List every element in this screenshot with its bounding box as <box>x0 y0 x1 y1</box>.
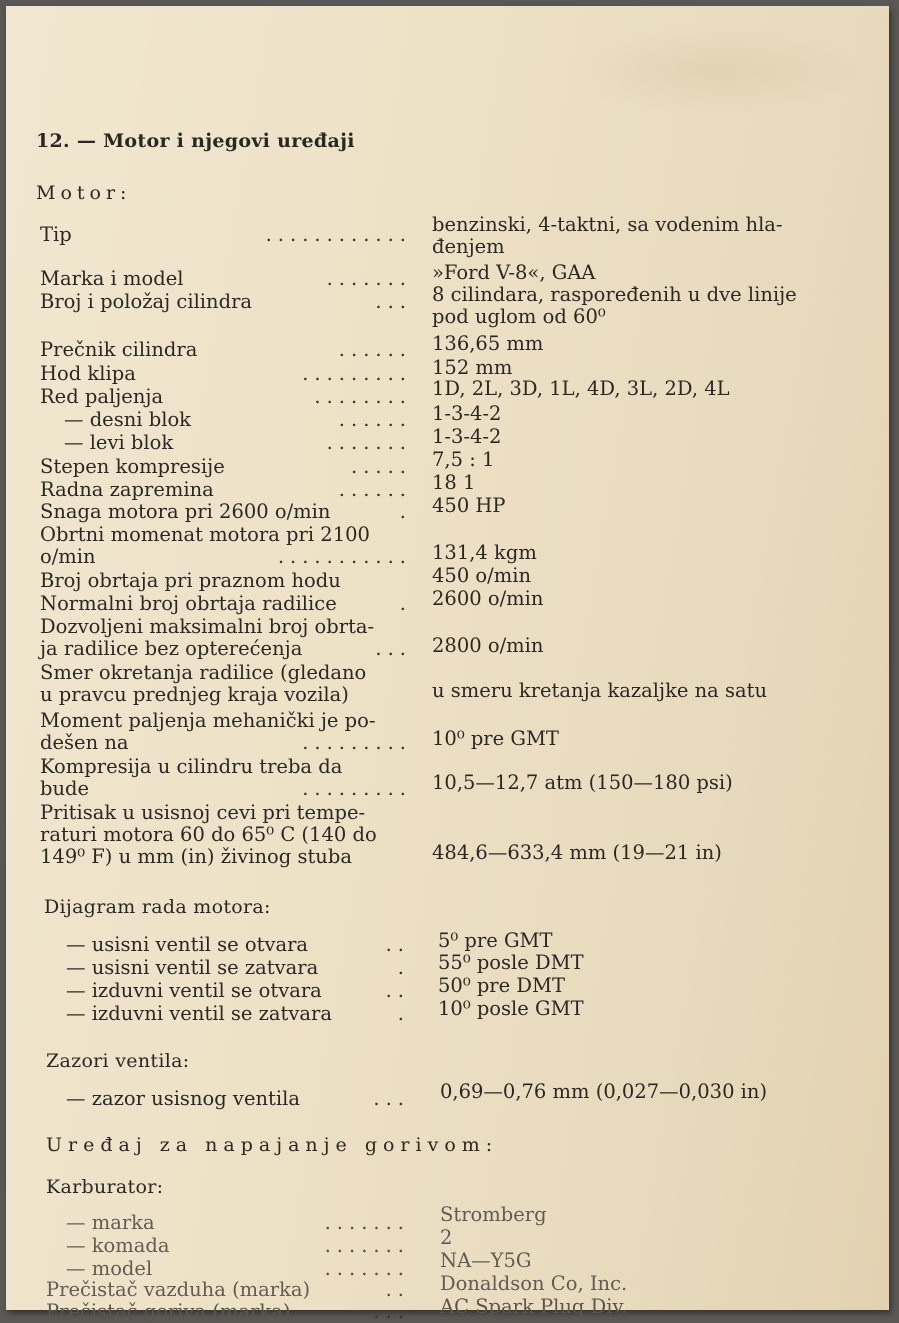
spec-value: 7,5 : 1 <box>432 448 495 471</box>
dot-leader: .. <box>385 933 410 956</box>
dot-leader: ... <box>373 1087 410 1110</box>
chapter-heading: 12. — Motor i njegovi uređaji <box>36 130 355 152</box>
spec-value: Donaldson Co, Inc. <box>440 1272 628 1295</box>
spec-label: Prečnik cilindra <box>40 338 198 361</box>
dot-leader: ............ <box>265 223 412 246</box>
spec-value: 5⁰ pre GMT <box>438 929 553 952</box>
spec-label-cont: raturi motora 60 do 65⁰ C (140 do <box>40 823 377 846</box>
spec-value: 8 cilindara, raspoređenih u dve linije <box>432 283 797 306</box>
spec-value-cont: pod uglom od 60⁰ <box>432 305 606 328</box>
spec-label: Broj obrtaja pri praznom hodu <box>40 569 341 592</box>
spec-label: Dozvoljeni maksimalni broj obrta- <box>40 615 375 638</box>
spec-label-cont: ja radilice bez opterećenja <box>40 637 303 660</box>
spec-label-cont: o/min <box>40 545 96 568</box>
dot-leader: . <box>397 956 410 979</box>
spec-value: 1-3-4-2 <box>432 425 502 448</box>
dot-leader: ..... <box>351 455 412 478</box>
spec-value: NA—Y5G <box>440 1249 532 1272</box>
spec-value: 50⁰ pre DMT <box>438 974 565 997</box>
spec-label-cont: bude <box>40 777 90 800</box>
dot-leader: . <box>399 592 412 615</box>
spec-label: — desni blok <box>64 408 191 431</box>
spec-label: Prečistač vazduha (marka) <box>46 1278 311 1301</box>
spec-label: Red paljenja <box>40 385 164 408</box>
spec-label: Smer okretanja radilice (gledano <box>40 661 367 684</box>
spec-value: 18 1 <box>432 471 476 494</box>
dot-leader: ......... <box>302 777 412 800</box>
spec-label: Hod klipa <box>40 362 136 385</box>
spec-value: 1-3-4-2 <box>432 402 502 425</box>
spec-label: — izduvni ventil se otvara <box>66 979 322 1002</box>
dot-leader: . <box>397 1002 410 1025</box>
dot-leader: ......... <box>302 731 412 754</box>
spec-label: Prečistač goriva (marka) <box>46 1300 291 1323</box>
spec-label: — model <box>66 1257 153 1280</box>
spec-value: 484,6—633,4 mm (19—21 in) <box>432 841 722 864</box>
spec-label-cont: u pravcu prednjeg kraja vozila) <box>40 683 349 706</box>
dot-leader: ...... <box>338 478 412 501</box>
spec-value: u smeru kretanja kazaljke na satu <box>432 679 768 702</box>
dot-leader: .. <box>385 1278 410 1301</box>
spec-value: 10⁰ posle GMT <box>438 997 584 1020</box>
spec-value: 136,65 mm <box>432 332 544 355</box>
spec-label: — zazor usisnog ventila <box>66 1087 300 1110</box>
spec-label: Normalni broj obrtaja radilice <box>40 592 337 615</box>
dot-leader: ....... <box>324 1211 410 1234</box>
spec-label: — komada <box>66 1234 170 1257</box>
spec-label: — izduvni ventil se zatvara <box>66 1002 332 1025</box>
dot-leader: ... <box>375 637 412 660</box>
dot-leader: ... <box>375 290 412 313</box>
spec-value: 55⁰ posle DMT <box>438 951 584 974</box>
dot-leader: ....... <box>326 267 412 290</box>
spec-label: Obrtni momenat motora pri 2100 <box>40 523 370 546</box>
spec-value: 10⁰ pre GMT <box>432 727 559 750</box>
spec-label: — marka <box>66 1211 155 1234</box>
section-dijagram: Dijagram rada motora: <box>44 896 271 918</box>
spec-label: Stepen kompresije <box>40 455 225 478</box>
spec-label-cont: dešen na <box>40 731 129 754</box>
spec-value: 1D, 2L, 3D, 1L, 4D, 3L, 2D, 4L <box>432 377 730 400</box>
section-karburator: Karburator: <box>46 1176 164 1198</box>
section-motor: Motor: <box>36 182 132 204</box>
dot-leader: ...... <box>338 338 412 361</box>
spec-label: Moment paljenja mehanički je po- <box>40 709 376 732</box>
spec-value: 450 o/min <box>432 564 532 587</box>
dot-leader: ........... <box>277 545 412 568</box>
spec-label: Radna zapremina <box>40 478 214 501</box>
spec-value-cont: đenjem <box>432 235 505 258</box>
paper-stain <box>566 26 866 116</box>
spec-value: 10,5—12,7 atm (150—180 psi) <box>432 771 733 794</box>
dot-leader: ... <box>373 1300 410 1323</box>
spec-label: Pritisak u usisnoj cevi pri tempe- <box>40 801 366 824</box>
spec-label: — usisni ventil se zatvara <box>66 956 319 979</box>
section-zazori: Zazori ventila: <box>46 1050 190 1072</box>
spec-label: Broj i položaj cilindra <box>40 290 253 313</box>
spec-value: 2600 o/min <box>432 587 544 610</box>
spec-label: Kompresija u cilindru treba da <box>40 755 343 778</box>
spec-label: Marka i model <box>40 267 184 290</box>
spec-label: — usisni ventil se otvara <box>66 933 309 956</box>
spec-value: AC Spark Plug Div. <box>440 1295 628 1318</box>
dot-leader: ....... <box>326 431 412 454</box>
dot-leader: . <box>399 500 412 523</box>
dot-leader: ......... <box>302 362 412 385</box>
spec-value: 2800 o/min <box>432 634 544 657</box>
dot-leader: ....... <box>324 1257 410 1280</box>
dot-leader: ...... <box>338 408 412 431</box>
spec-value: 2 <box>440 1226 453 1249</box>
spec-value: 450 HP <box>432 494 506 517</box>
dot-leader: ....... <box>324 1234 410 1257</box>
spec-label: Snaga motora pri 2600 o/min <box>40 500 331 523</box>
book-page <box>6 6 889 1323</box>
dot-leader: .. <box>385 979 410 1002</box>
spec-value: 152 mm <box>432 356 513 379</box>
spec-label-cont: 149⁰ F) u mm (in) živinog stuba <box>40 845 352 868</box>
spec-value: Stromberg <box>440 1203 547 1226</box>
spec-value: benzinski, 4-taktni, sa vodenim hla- <box>432 213 783 236</box>
spec-value: »Ford V-8«, GAA <box>432 261 596 284</box>
spec-value: 131,4 kgm <box>432 541 537 564</box>
section-napajanje: Uređaj za napajanje gorivom: <box>46 1134 499 1156</box>
spec-label: — levi blok <box>64 431 174 454</box>
spec-label: Tip <box>40 223 72 246</box>
dot-leader: ........ <box>314 385 412 408</box>
spec-value: 0,69—0,76 mm (0,027—0,030 in) <box>440 1080 768 1103</box>
